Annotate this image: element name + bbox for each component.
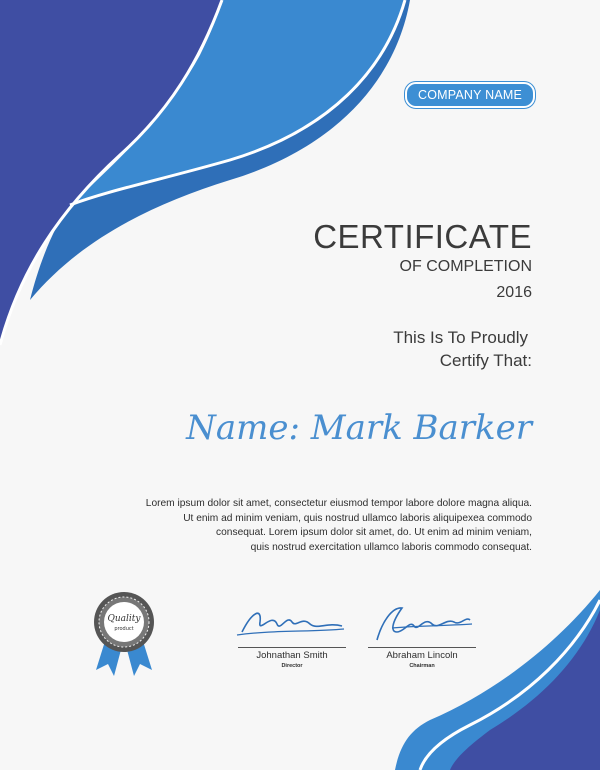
body-line: consequat. Lorem ipsum dolor sit amet, do. Ut enim ad minim veniam, [216,527,532,538]
certificate-body [112,497,532,555]
signature-role: Director [281,663,303,669]
seal-line-2: product [114,626,134,632]
certificate-year: 2016 [496,284,532,301]
signature-line [238,647,346,648]
quality-seal-icon [88,590,160,682]
company-name-badge: COMPANY NAME [405,82,535,108]
body-line: Ut enim ad minim veniam, quis nostrud ullamco laboris aliquipexea commodo [183,512,532,524]
signature-line [368,647,476,648]
signature-block-director [232,602,352,669]
signature-scribble-icon [362,602,482,642]
certificate-subtitle: OF COMPLETION [399,258,532,275]
signature-role: Chairman [409,663,435,669]
body-line: Lorem ipsum dolor sit amet, consectetur eiusmod tempor labore dolore magna aliqua. [145,498,532,509]
signature-name: Johnathan Smith [256,650,328,661]
signature-name: Abraham Lincoln [386,650,458,661]
signature-scribble-icon [232,602,352,642]
body-line: quis nostrud exercitation ullamco laboris commodo consequat. [250,541,532,553]
signature-block-chairman [362,602,482,669]
proudly-line-2: Certify That: [439,351,532,370]
seal-line-1: Quality [107,614,141,624]
recipient-name: Name: Mark Barker [186,408,532,448]
certificate-title: CERTIFICATE [313,218,532,255]
proudly-line-1: This Is To Proudly [393,328,528,347]
